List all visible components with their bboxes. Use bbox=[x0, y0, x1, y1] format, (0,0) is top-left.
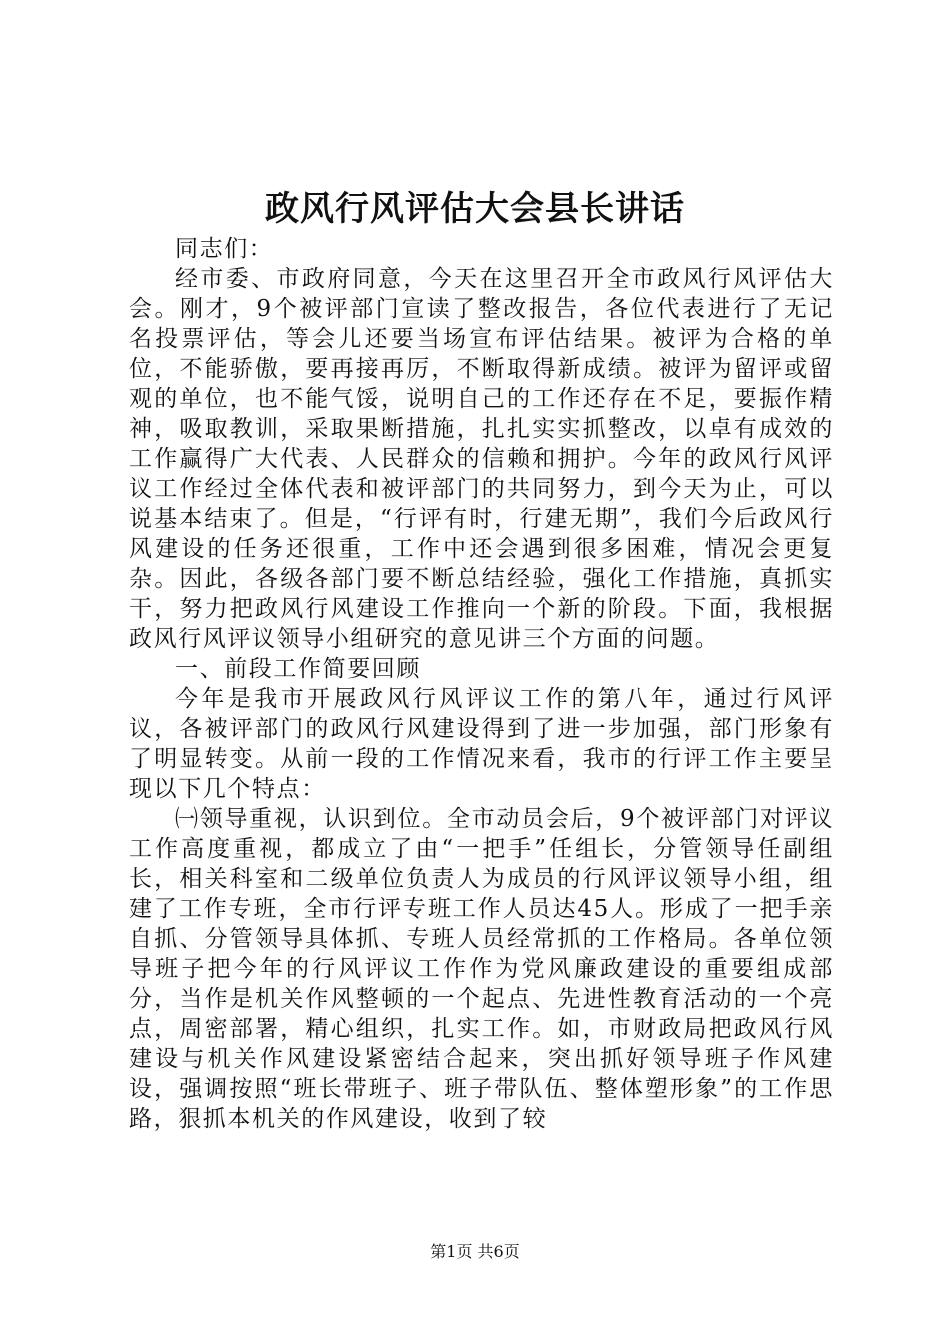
salutation-paragraph: 同志们： bbox=[175, 236, 274, 262]
document-title: 政风行风评估大会县长讲话 bbox=[265, 189, 685, 229]
document-body bbox=[129, 234, 834, 1134]
section-intro-paragraph: 今年是我市开展政风行风评议工作的第八年，通过行风评议，各被评部门的政风行风建设得到了进一步加强，部门形象有了明显转变。从前一段的工作情况来看，我市的行评工作主要呈现以下几个特点： bbox=[129, 686, 834, 802]
opening-paragraph: 经市委、市政府同意，今天在这里召开全市政风行风评估大会。刚才，9个被评部门宣读了整改报告，各位代表进行了无记名投票评估，等会儿还要当场宣布评估结果。被评为合格的单位，不能骄傲，要再接再厉，不断取得新成绩。被评为留评或留观的单位，也不能气馁，说明自己的工作还存在不足，要振作精神，吸取教训，采取果断措施，扎扎实实抓整改，以卓有成效的工作赢得广大代表、人民群众的信赖和拥护。今年的政风行风评议工作经过全体代表和被评部门的共同努力，到今天为止，可以说基本结束了。但是，“行评有时，行建无期”，我们今后政风行风建设的任务还很重，工作中还会遇到很多困难，情况会更复杂。因此，各级各部门要不断总结经验，强化工作措施，真抓实干，努力把政风行风建设工作推向一个新的阶段。下面，我根据政风行风评议领导小组研究的意见讲三个方面的问题。 bbox=[129, 266, 834, 652]
page-footer: 第1页 共6页 bbox=[430, 1242, 520, 1261]
point-one-paragraph: ㈠领导重视，认识到位。全市动员会后，9个被评部门对评议工作高度重视，都成立了由“一把手”任组长，分管领导任副组长，相关科室和二级单位负责人为成员的行风评议领导小组，组建了工作专班，全市行评专班工作人员达45人。形成了一把手亲自抓、分管领导具体抓、专班人员经常抓的工作格局。各单位领导班子把今年的行风评议工作作为党风廉政建设的重要组成部分，当作是机关作风整顿的一个起点、先进性教育活动的一个亮点，周密部署，精心组织，扎实工作。如，市财政局把政风行风建设与机关作风建设紧密结合起来，突出抓好领导班子作风建设，强调按照“班长带班子、班子带队伍、整体塑形象”的工作思路，狠抓本机关的作风建设，收到了较 bbox=[129, 806, 834, 1132]
section-heading: 一、前段工作简要回顾 bbox=[175, 656, 421, 682]
